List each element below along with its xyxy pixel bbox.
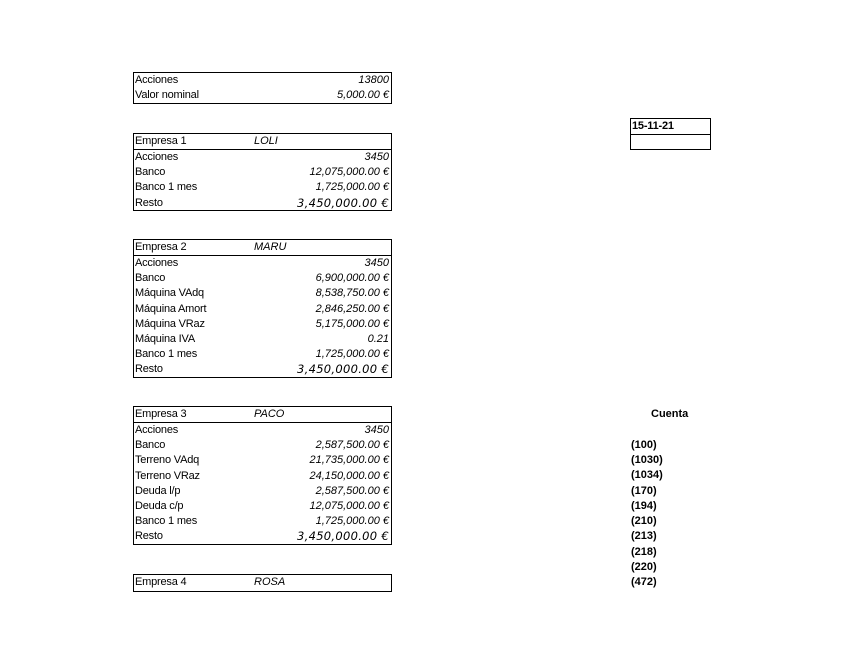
table-row bbox=[134, 271, 391, 286]
empty-cell bbox=[631, 135, 710, 150]
cell-value: 1,725,000.00 € bbox=[315, 515, 389, 528]
account-code: (213) bbox=[631, 530, 657, 542]
table-row bbox=[134, 362, 391, 377]
cell-value: 2,846,250.00 € bbox=[315, 302, 389, 315]
table-row bbox=[134, 347, 391, 362]
cell-value: 2,587,500.00 € bbox=[315, 439, 389, 452]
cuenta-title: Cuenta bbox=[651, 408, 689, 420]
cell-value: 5,175,000.00 € bbox=[315, 317, 389, 330]
cell-value: 12,075,000.00 € bbox=[309, 499, 389, 512]
account-code: (1034) bbox=[631, 469, 663, 481]
table-row bbox=[134, 165, 391, 180]
cell-label: Deuda l/p bbox=[135, 484, 181, 497]
table-row bbox=[134, 469, 391, 484]
cell-value: 0.21 bbox=[367, 332, 389, 345]
date-cell bbox=[631, 119, 710, 135]
cell-value: 6,900,000.00 € bbox=[315, 272, 389, 285]
table-row bbox=[134, 484, 391, 499]
empresa-label: Empresa 1 bbox=[135, 135, 187, 147]
empresa-1-table bbox=[133, 133, 392, 211]
account-code: (100) bbox=[631, 439, 657, 451]
account-code: (218) bbox=[631, 546, 657, 558]
cell-value: 1,725,000.00 € bbox=[315, 348, 389, 361]
table-row bbox=[134, 317, 391, 332]
cell-value: 3,450,000.00 € bbox=[297, 195, 389, 210]
table-row bbox=[134, 180, 391, 195]
empresa-name: ROSA bbox=[254, 576, 286, 588]
empresa-label: Empresa 4 bbox=[135, 576, 187, 588]
cell-label: Máquina Amort bbox=[135, 302, 207, 315]
cell-label: Valor nominal bbox=[135, 89, 199, 102]
account-code: (1030) bbox=[631, 454, 663, 466]
table-row bbox=[134, 453, 391, 468]
cell-label: Acciones bbox=[135, 424, 179, 436]
date-box bbox=[630, 118, 711, 150]
cell-value: 12,075,000.00 € bbox=[309, 166, 389, 179]
table-row bbox=[134, 529, 391, 544]
cell-value: 5,000.00 € bbox=[337, 89, 389, 102]
cell-value: 3,450,000.00 € bbox=[297, 529, 389, 544]
table-row bbox=[134, 438, 391, 453]
table-row bbox=[134, 514, 391, 529]
table-row bbox=[134, 256, 391, 271]
date-value: 15-11-21 bbox=[632, 120, 674, 132]
account-code: (194) bbox=[631, 500, 657, 512]
summary-table bbox=[133, 72, 392, 104]
cell-label: Banco bbox=[135, 166, 166, 179]
cell-label: Máquina VRaz bbox=[135, 317, 205, 330]
cell-value: 13800 bbox=[358, 74, 389, 86]
summary-row-acciones bbox=[134, 73, 391, 88]
table-row bbox=[134, 302, 391, 317]
cell-label: Banco bbox=[135, 272, 166, 285]
cell-value: 3450 bbox=[364, 151, 389, 163]
cell-label: Máquina IVA bbox=[135, 332, 195, 345]
empresa-2-table bbox=[133, 239, 392, 378]
table-row bbox=[134, 286, 391, 301]
cell-value: 3,450,000.00 € bbox=[297, 362, 389, 377]
empresa-label: Empresa 2 bbox=[135, 241, 187, 253]
empresa-label: Empresa 3 bbox=[135, 408, 187, 420]
table-row bbox=[134, 150, 391, 165]
cell-value: 1,725,000.00 € bbox=[315, 181, 389, 194]
cell-label: Banco 1 mes bbox=[135, 515, 198, 528]
empresa-3-table bbox=[133, 406, 392, 545]
summary-row-valor-nominal bbox=[134, 88, 391, 103]
table-row bbox=[134, 332, 391, 347]
cell-label: Máquina VAdq bbox=[135, 287, 204, 300]
cell-label: Resto bbox=[135, 530, 163, 543]
empresa-name: MARU bbox=[254, 241, 287, 253]
table-row bbox=[134, 196, 391, 211]
cell-value: 2,587,500.00 € bbox=[315, 484, 389, 497]
cell-value: 21,735,000.00 € bbox=[309, 454, 389, 467]
account-code: (210) bbox=[631, 515, 657, 527]
cell-label: Acciones bbox=[135, 151, 179, 163]
cell-value: 8,538,750.00 € bbox=[315, 287, 389, 300]
empresa-name: LOLI bbox=[254, 135, 278, 147]
cell-label: Banco bbox=[135, 439, 166, 452]
account-code: (472) bbox=[631, 576, 657, 588]
cell-label: Banco 1 mes bbox=[135, 348, 198, 361]
cell-label: Acciones bbox=[135, 257, 179, 269]
table-row bbox=[134, 499, 391, 514]
empresa-header bbox=[134, 240, 391, 256]
account-code: (170) bbox=[631, 485, 657, 497]
cell-label: Banco 1 mes bbox=[135, 181, 198, 194]
cell-label: Deuda c/p bbox=[135, 499, 184, 512]
cell-value: 3450 bbox=[364, 424, 389, 436]
empresa-header bbox=[134, 407, 391, 423]
cell-value: 3450 bbox=[364, 257, 389, 269]
account-code: (220) bbox=[631, 561, 657, 573]
cell-label: Acciones bbox=[135, 74, 179, 86]
cell-label: Resto bbox=[135, 196, 163, 209]
cell-value: 24,150,000.00 € bbox=[309, 469, 389, 482]
cell-label: Resto bbox=[135, 363, 163, 376]
empresa-header bbox=[134, 134, 391, 150]
table-row bbox=[134, 423, 391, 438]
empresa-header bbox=[134, 575, 391, 590]
cell-label: Terreno VRaz bbox=[135, 469, 200, 482]
empresa-name: PACO bbox=[254, 408, 285, 420]
cell-label: Terreno VAdq bbox=[135, 454, 200, 467]
empresa-4-table bbox=[133, 574, 392, 592]
